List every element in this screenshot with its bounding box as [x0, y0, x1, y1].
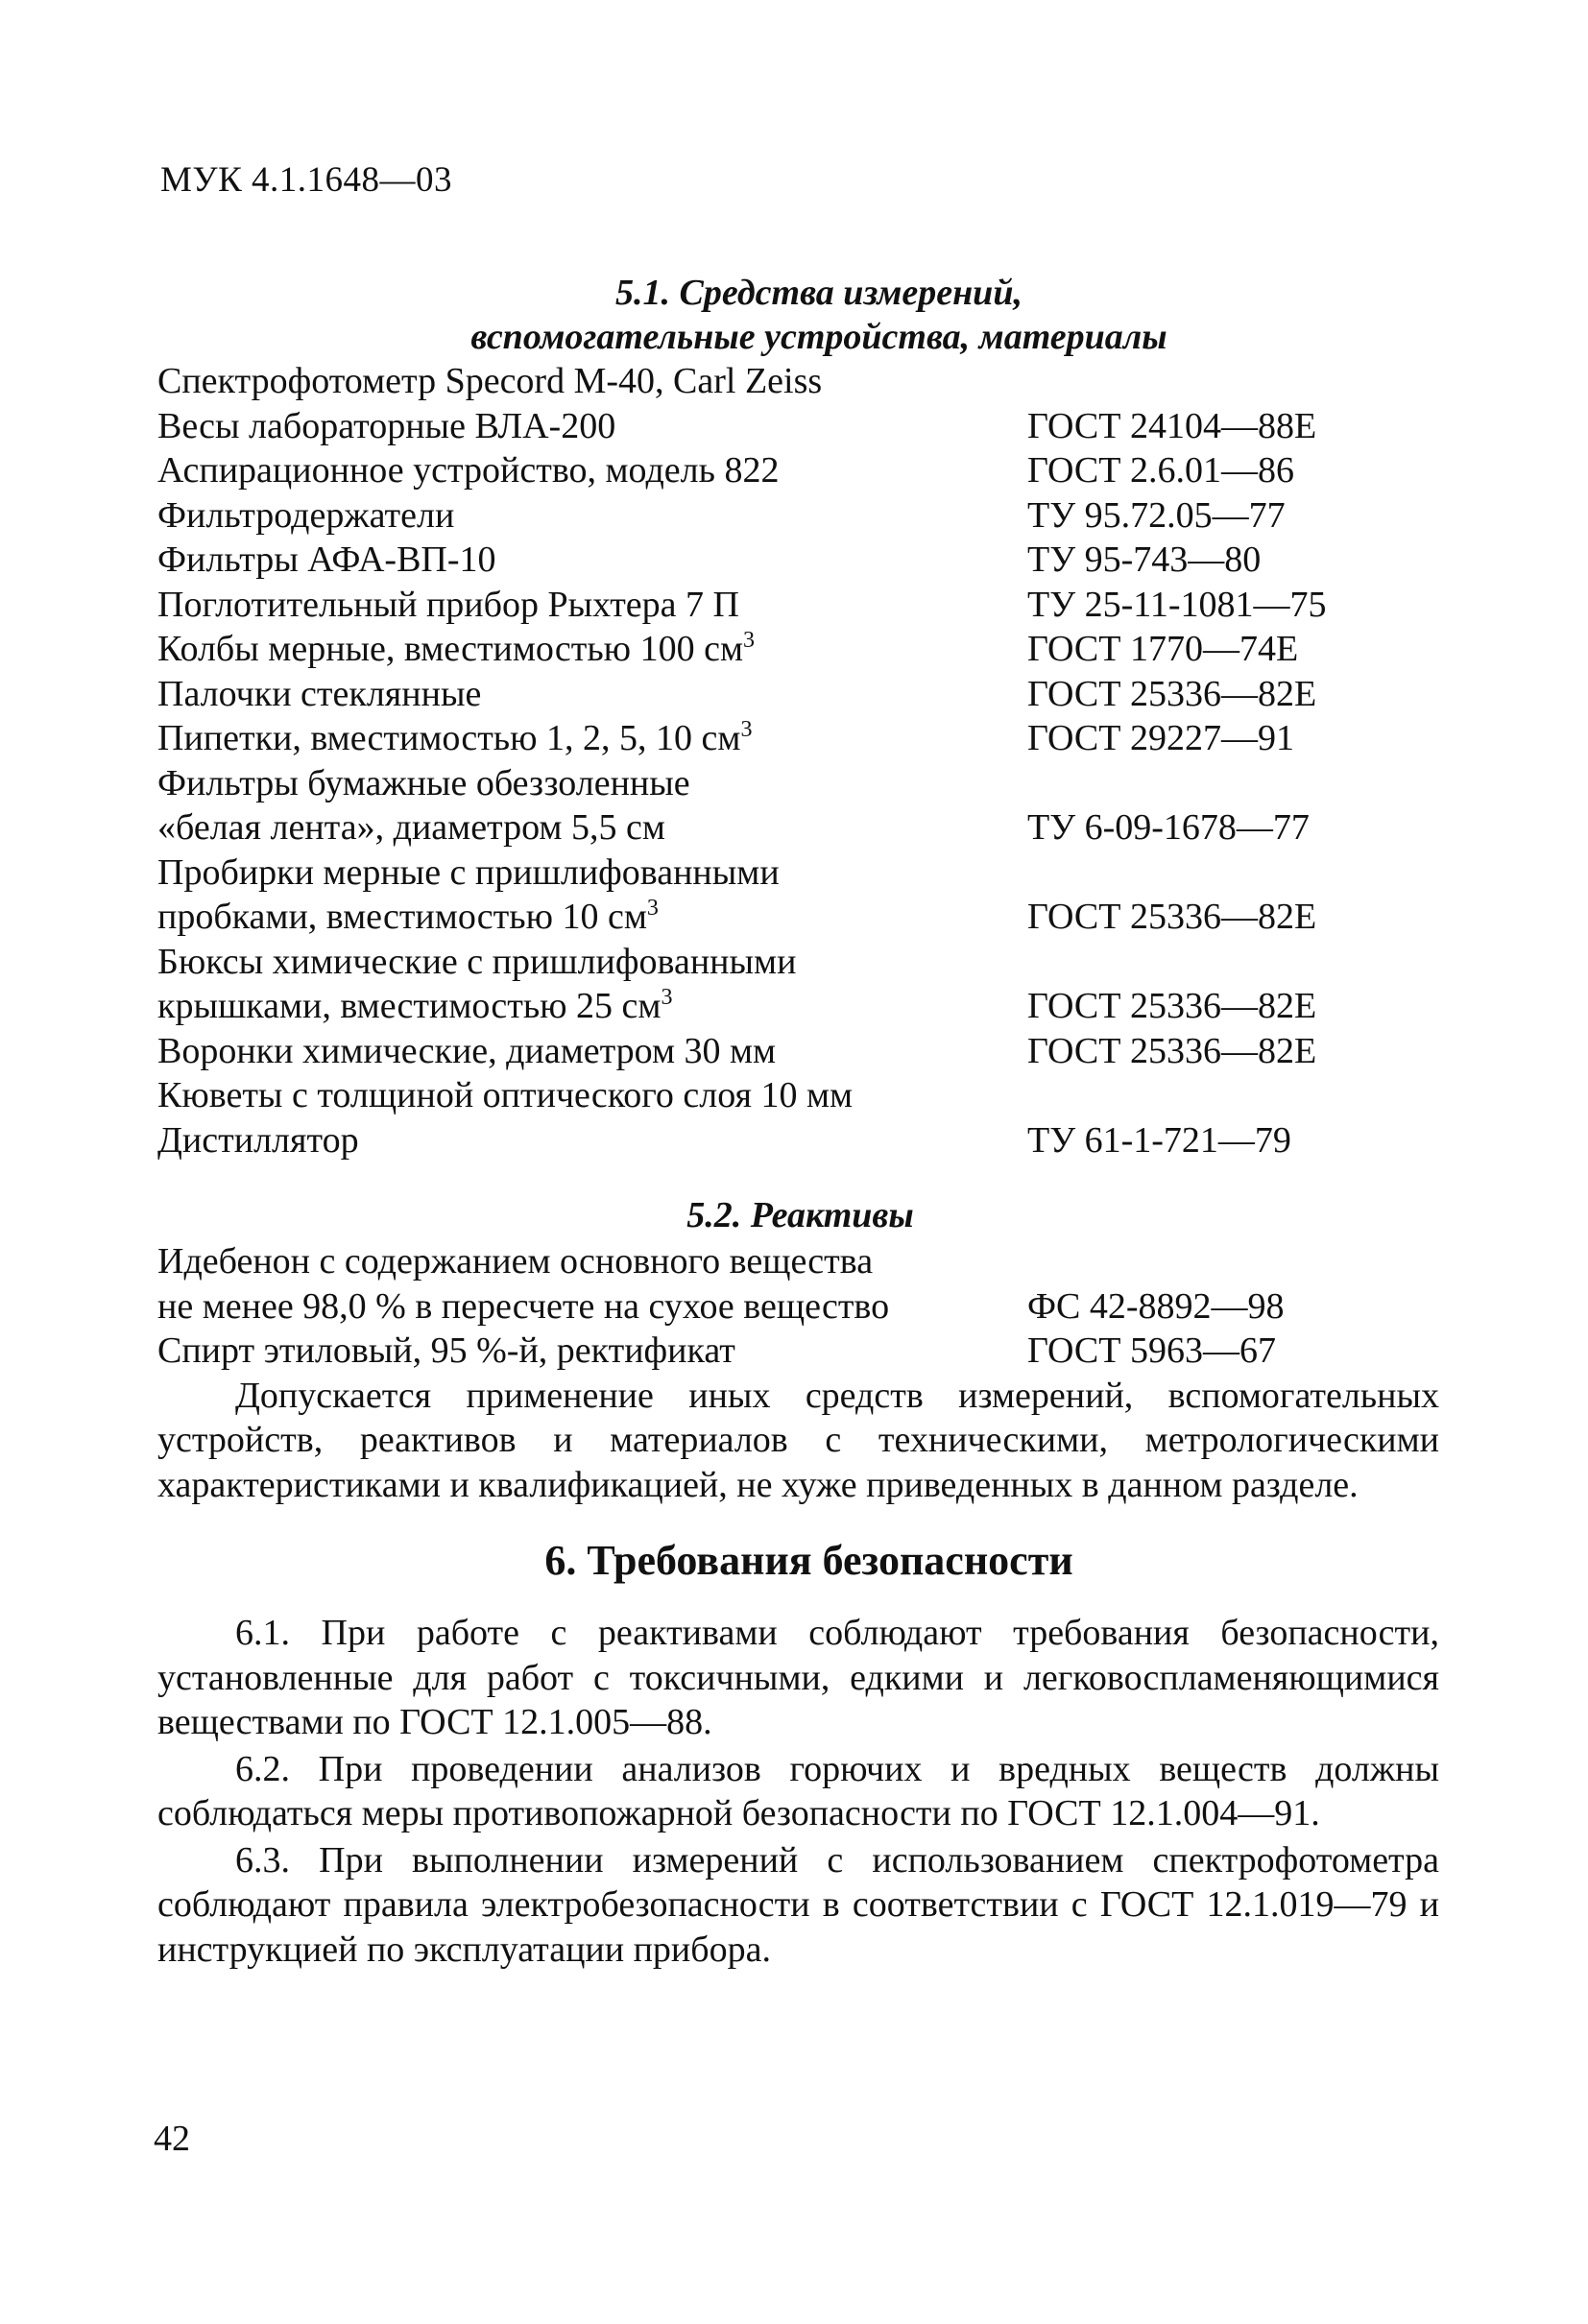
item-name-text: крышками, вместимостью 25 см [157, 986, 662, 1026]
item-name [157, 895, 1027, 940]
item-name [157, 1029, 1027, 1074]
equipment-list [157, 359, 1439, 1162]
item-name-text: Кюветы с толщиной оптического слоя 10 мм [157, 1075, 854, 1115]
item-name [157, 1118, 1027, 1163]
item-name-text: Идебенон с содержанием основного вещества [157, 1241, 874, 1282]
list-item [157, 493, 1439, 539]
item-standard: ТУ 6-09-1678—77 [1027, 807, 1310, 848]
list-item [157, 448, 1439, 493]
item-name [157, 805, 1027, 851]
item-name-text: Фильтры АФА-ВП-10 [157, 539, 496, 580]
item-name [157, 761, 1027, 806]
list-item [157, 627, 1439, 672]
item-standard: ТУ 95.72.05—77 [1027, 494, 1286, 536]
section-5-1-title-line-1: 5.1. Средства измерений, [615, 273, 1023, 313]
item-standard: ГОСТ 25336—82Е [1027, 1030, 1317, 1071]
item-name-text: Весы лабораторные ВЛА-200 [157, 405, 616, 446]
list-item [157, 1073, 1439, 1118]
unit-superscript: 3 [661, 985, 673, 1010]
item-name [157, 984, 1027, 1029]
item-name-text: Воронки химические, диаметром 30 мм [157, 1030, 777, 1071]
page-content [157, 271, 1439, 1972]
item-name-text: Палочки стеклянные [157, 673, 482, 714]
section-6-title: 6. Требования безопасности [544, 1537, 1073, 1584]
running-head: МУК 4.1.1648—03 [160, 160, 453, 200]
list-item [157, 716, 1439, 761]
item-name [157, 404, 1027, 449]
list-item [157, 1239, 1439, 1284]
item-name-text: Фильтродержатели [157, 494, 455, 536]
list-item [157, 1118, 1439, 1163]
list-item [157, 761, 1439, 806]
item-name-text: Бюксы химические с пришлифованными [157, 941, 797, 982]
item-standard: ГОСТ 29227—91 [1027, 718, 1294, 758]
item-standard: ГОСТ 5963—67 [1027, 1330, 1276, 1371]
item-name-text: Спектрофотометр Specord M-40, Carl Zeiss [157, 361, 823, 401]
equipment-substitution-note: Допускается применение иных средств измерений, вспомогательных устройств, реактивов и материалов с техническими, метрологическими характеристиками и квалификацией, не хуже приведенных в данном разделе. [157, 1375, 1439, 1505]
section-5-1-title [157, 271, 1439, 359]
item-standard: ГОСТ 25336—82Е [1027, 673, 1317, 714]
item-name-text: пробками, вместимостью 10 см [157, 897, 647, 937]
item-standard: ГОСТ 25336—82Е [1027, 897, 1317, 937]
item-name-text: Пипетки, вместимостью 1, 2, 5, 10 см [157, 718, 741, 758]
item-name-text: Пробирки мерные с пришлифованными [157, 851, 780, 893]
item-name [157, 1073, 1027, 1118]
item-name [157, 1284, 1027, 1330]
item-name-text: Спирт этиловый, 95 %-й, ректификат [157, 1330, 735, 1371]
item-name [157, 1239, 1027, 1284]
unit-superscript: 3 [646, 896, 659, 921]
list-item [157, 851, 1439, 896]
item-name-text: Аспирационное устройство, модель 822 [157, 450, 780, 491]
item-standard: ФС 42-8892—98 [1027, 1285, 1285, 1327]
section-5-2-title: 5.2. Реактивы [686, 1195, 914, 1235]
item-name [157, 448, 1027, 493]
list-item [157, 583, 1439, 628]
page-number: 42 [154, 2119, 190, 2159]
item-name [157, 627, 1027, 672]
item-standard: ТУ 95-743—80 [1027, 539, 1262, 580]
unit-superscript: 3 [743, 628, 755, 653]
item-standard: ГОСТ 1770—74Е [1027, 629, 1299, 669]
safety-paragraph-6-2: 6.2. При проведении анализов горючих и вредных веществ должны соблюдаться меры противопожарной безопасности по ГОСТ 12.1.004—91. [157, 1748, 1439, 1833]
item-name [157, 716, 1027, 761]
item-standard: ГОСТ 24104—88Е [1027, 405, 1317, 446]
safety-paragraph-6-1: 6.1. При работе с реактивами соблюдают требования безопасности, установленные для работ с токсичными, едкими и легковоспламеняющимися веществами по ГОСТ 12.1.005—88. [157, 1613, 1439, 1742]
list-item [157, 895, 1439, 940]
list-item [157, 1284, 1439, 1330]
list-item [157, 940, 1439, 985]
list-item [157, 359, 1439, 404]
list-item [157, 672, 1439, 717]
item-name [157, 851, 1027, 896]
item-name [157, 672, 1027, 717]
item-name [157, 940, 1027, 985]
item-standard: ГОСТ 2.6.01—86 [1027, 450, 1294, 491]
list-item [157, 404, 1439, 449]
item-name-text: Фильтры бумажные обеззоленные [157, 762, 690, 803]
list-item [157, 1329, 1439, 1374]
item-name-text: Колбы мерные, вместимостью 100 см [157, 629, 743, 669]
item-name [157, 583, 1027, 628]
item-standard: ТУ 25-11-1081—75 [1027, 584, 1327, 625]
item-standard: ТУ 61-1-721—79 [1027, 1119, 1291, 1161]
list-item [157, 538, 1439, 583]
item-name [157, 1329, 1027, 1374]
reagents-list [157, 1239, 1439, 1374]
item-name-text: «белая лента», диаметром 5,5 см [157, 807, 665, 848]
item-name-text: Дистиллятор [157, 1119, 359, 1161]
item-name [157, 493, 1027, 539]
section-5-1-title-line-2: вспомогательные устройства, материалы [470, 317, 1167, 357]
item-name-text: Поглотительный прибор Рыхтера 7 П [157, 584, 739, 625]
item-name [157, 359, 1027, 404]
item-name [157, 538, 1027, 583]
item-name-text: не менее 98,0 % в пересчете на сухое вещество [157, 1285, 890, 1327]
item-standard: ГОСТ 25336—82Е [1027, 986, 1317, 1026]
list-item [157, 984, 1439, 1029]
unit-superscript: 3 [740, 717, 753, 742]
safety-paragraph-6-3: 6.3. При выполнении измерений с использованием спектрофотометра соблюдают правила электробезопасности в соответствии с ГОСТ 12.1.019—79 и инструкцией по эксплуатации прибора. [157, 1839, 1439, 1970]
list-item [157, 805, 1439, 851]
list-item [157, 1029, 1439, 1074]
